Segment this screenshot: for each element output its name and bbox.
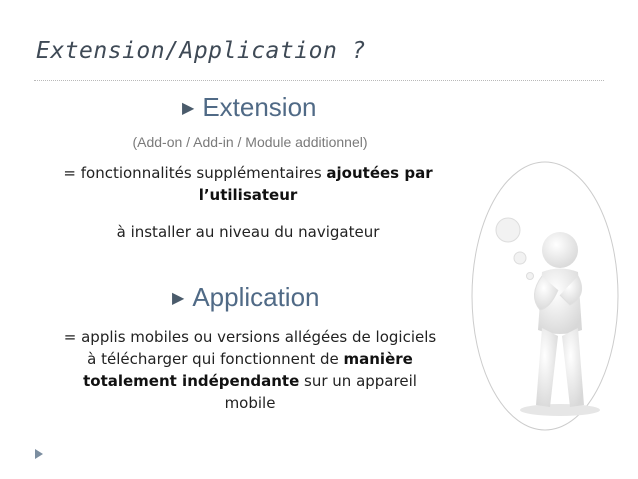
extension-heading: Extension xyxy=(202,92,317,122)
title-divider xyxy=(34,80,604,81)
slide-bullet-icon xyxy=(34,448,44,460)
extension-line-2 xyxy=(28,184,468,206)
application-line-4: mobile xyxy=(224,394,276,412)
extension-line-1: = fonctionnalités supplémentaires ajoutées par xyxy=(63,164,433,182)
triangle-right-icon: ▶ xyxy=(182,98,195,117)
application-line-2: à télécharger qui fonctionnent de manière xyxy=(87,350,413,368)
extension-heading-row xyxy=(182,92,317,123)
extension-bold-2: l’utilisateur xyxy=(198,186,298,204)
application-heading-row xyxy=(172,282,320,313)
extension-subtitle: (Add-on / Add-in / Module additionnel) xyxy=(132,134,368,150)
extension-definition xyxy=(28,162,468,206)
application-bold-2: totalement indépendante xyxy=(83,372,300,390)
application-heading: Application xyxy=(192,282,320,312)
triangle-right-icon: ▶ xyxy=(172,288,185,307)
application-line-3: totalement indépendante sur un appareil xyxy=(83,372,417,390)
application-bold-1: manière xyxy=(343,350,413,368)
thinking-figure-icon xyxy=(470,160,620,432)
extension-bold-1: ajoutées par xyxy=(326,164,433,182)
extension-install-text: à installer au niveau du navigateur xyxy=(116,223,380,241)
application-line-1: = applis mobiles ou versions allégées de logiciels xyxy=(63,328,437,346)
slide-title: Extension/Application ? xyxy=(36,38,366,64)
application-definition xyxy=(30,326,470,414)
